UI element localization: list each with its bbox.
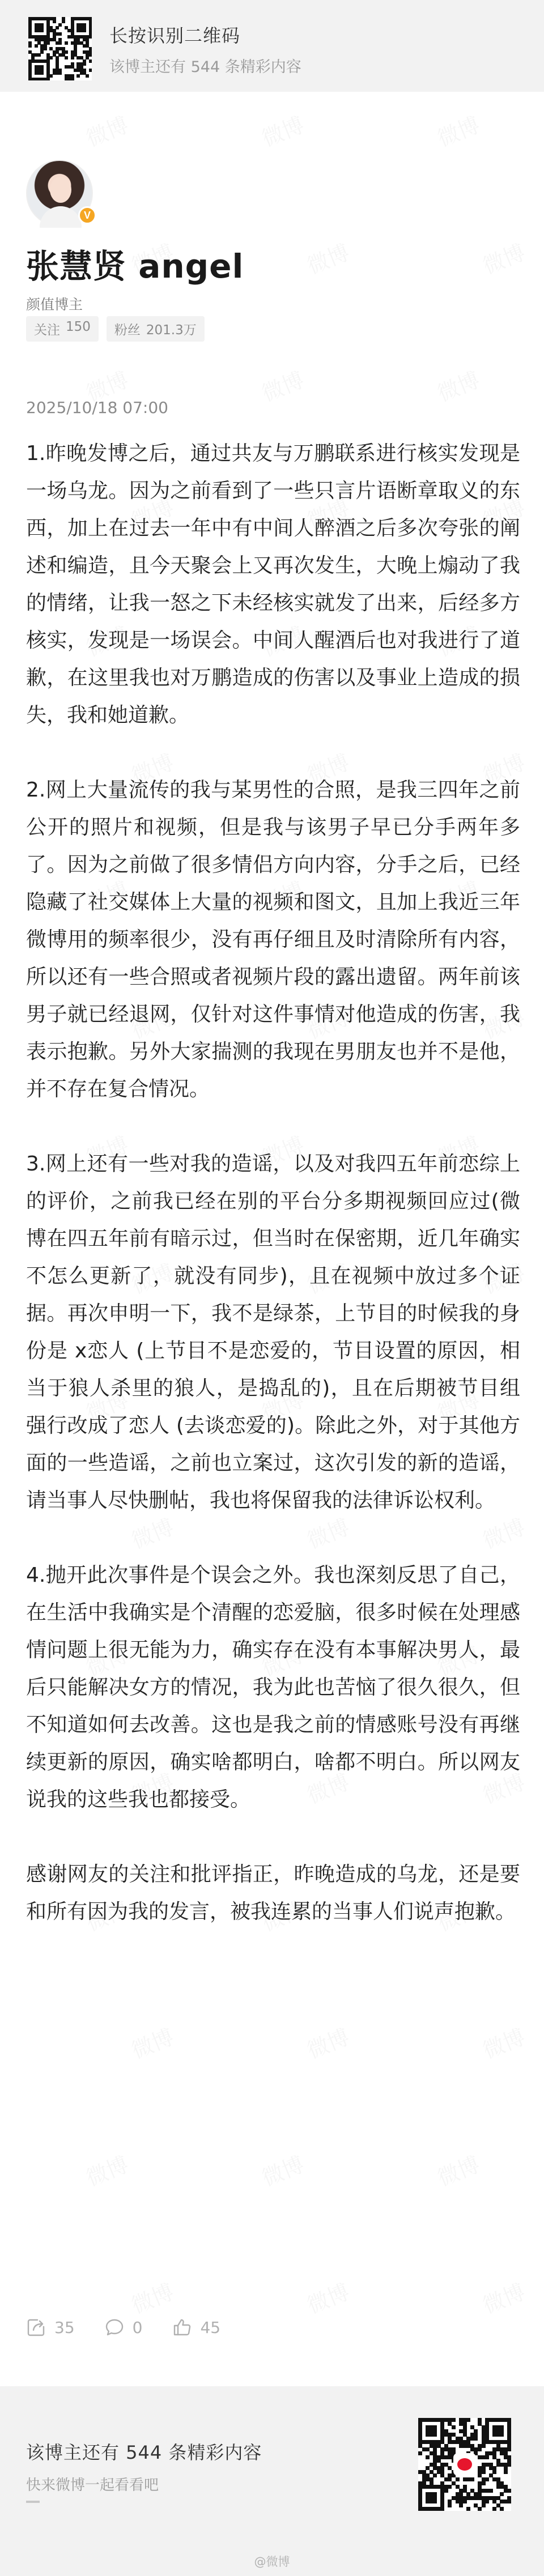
profile-stats [26, 316, 205, 342]
post-paragraph-4: 4.抛开此次事件是个误会之外。我也深刻反思了自己，在生活中我确实是个清醒的恋爱脑，很多时候在处理感情问题上很无能为力，确实存在没有本事解决男人，最后只能解决女方的情况，我为此也苦恼了很久很久，但不知道如何去改善。这也是我之前的情感账号没有再继续更新的原因，确实啥都明白，啥都不明白。所以网友说我的这些我也都接受。 [26, 1564, 520, 1811]
comment-count: 0 [132, 2318, 143, 2337]
banner-subtitle: 该博主还有 544 条精彩内容 [109, 58, 301, 76]
follow-stat[interactable] [26, 316, 99, 342]
footer-qr-code-icon[interactable] [418, 2418, 511, 2511]
comment-button[interactable] [104, 2317, 143, 2337]
weibo-logo-icon [453, 2453, 476, 2476]
verified-badge-icon: V [78, 206, 96, 224]
post-date: 2025/10/18 07:00 [26, 398, 168, 417]
watermark-text [301, 2020, 353, 2064]
watermark-text [432, 108, 483, 152]
watermark-text [80, 108, 132, 152]
post-body [26, 435, 520, 1931]
qr-code-icon[interactable] [28, 17, 92, 80]
repost-count: 35 [54, 2318, 75, 2337]
watermark-text [432, 363, 483, 407]
repost-button[interactable] [26, 2317, 75, 2337]
post-paragraph-2: 2.网上大量流传的我与某男性的合照，是我三四年之前公开的照片和视频，但是我与该男子早已分手两年多了。因为之前做了很多情侣方向内容，分手之后，已经隐藏了社交媒体上大量的视频和图文，且加上我近三年微博用的频率很少，没有再仔细且及时清除所有内容，所以还有一些合照或者视频片段的露出遗留。两年前该男子就已经退网，仅针对这件事情对他造成的伤害，我表示抱歉。另外大家揣测的我现在男朋友也并不是他，并不存在复合情况。 [26, 778, 520, 1101]
banner-title: 长按识别二维码 [109, 25, 241, 46]
fans-stat[interactable] [107, 316, 205, 342]
repost-icon [26, 2317, 46, 2337]
like-button[interactable] [172, 2317, 220, 2337]
footer-handle: @微博 [254, 2555, 290, 2569]
footer-banner [0, 2386, 544, 2576]
profile-name[interactable]: 张慧贤 angel [26, 247, 244, 286]
watermark-text [301, 235, 353, 280]
watermark-text [80, 2147, 132, 2192]
watermark-text [301, 2275, 353, 2319]
post-paragraph-1: 1.昨晚发博之后，通过共友与万鹏联系进行核实发现是一场乌龙。因为之前看到了一些只言片语断章取义的东西，加上在过去一年中有中间人醉酒之后多次夸张的阐述和编造，且今天聚会上又再次发生，大晚上煽动了我的情绪，让我一怒之下未经核实就发了出来，后经多方核实，发现是一场误会。中间人醒酒后也对我进行了道歉，在这里我也对万鹏造成的伤害以及事业上造成的损失，我和她道歉。 [26, 442, 520, 727]
fans-label: 粉丝 [114, 323, 141, 338]
post-paragraph-3: 3.网上还有一些对我的造谣，以及对我四五年前恋综上的评价，之前我已经在别的平台分多期视频回应过(微博在四五年前有暗示过，但当时在保密期，近几年确实不怎么更新了，就没有同步)，且在视频中放过多个证据。再次申明一下，我不是绿茶，上节目的时候我的身份是 x恋人 (上节目不是恋爱的，节目设置的原因，相当于狼人杀里的狼人，是捣乱的)，且在后期被节目组强行改成了恋人 (去谈恋爱的)。除此之外，对于其他方面的一些造谣，之前也立案过，这次引发的新的造谣，请当事人尽快删帖，我也将保留我的法律诉讼权利。 [26, 1152, 520, 1512]
watermark-text [432, 2147, 483, 2192]
follow-count: 150 [66, 320, 91, 334]
watermark-text [477, 235, 529, 280]
watermark-text [256, 108, 308, 152]
avatar-body [40, 206, 82, 228]
watermark-text [126, 2275, 177, 2319]
post-actions [26, 2317, 250, 2337]
follow-label: 关注 [34, 323, 60, 338]
watermark-text [126, 2020, 177, 2064]
watermark-text [477, 2020, 529, 2064]
footer-divider [26, 2501, 40, 2503]
like-icon [172, 2317, 192, 2337]
footer-title: 该博主还有 544 条精彩内容 [26, 2442, 262, 2463]
watermark-text [256, 363, 308, 407]
fans-count: 201.3万 [146, 323, 197, 338]
profile-tag: 颜值博主 [26, 296, 83, 313]
watermark-text [477, 2275, 529, 2319]
top-banner [0, 0, 544, 92]
post-paragraph-5: 感谢网友的关注和批评指正，昨晚造成的乌龙，还是要和所有因为我的发言，被我连累的当事人们说声抱歉。 [26, 1863, 520, 1923]
watermark-text [256, 2147, 308, 2192]
comment-icon [104, 2317, 125, 2337]
like-count: 45 [200, 2318, 221, 2337]
avatar-face [50, 177, 71, 203]
footer-subtitle: 快来微博一起看看吧 [26, 2477, 159, 2494]
